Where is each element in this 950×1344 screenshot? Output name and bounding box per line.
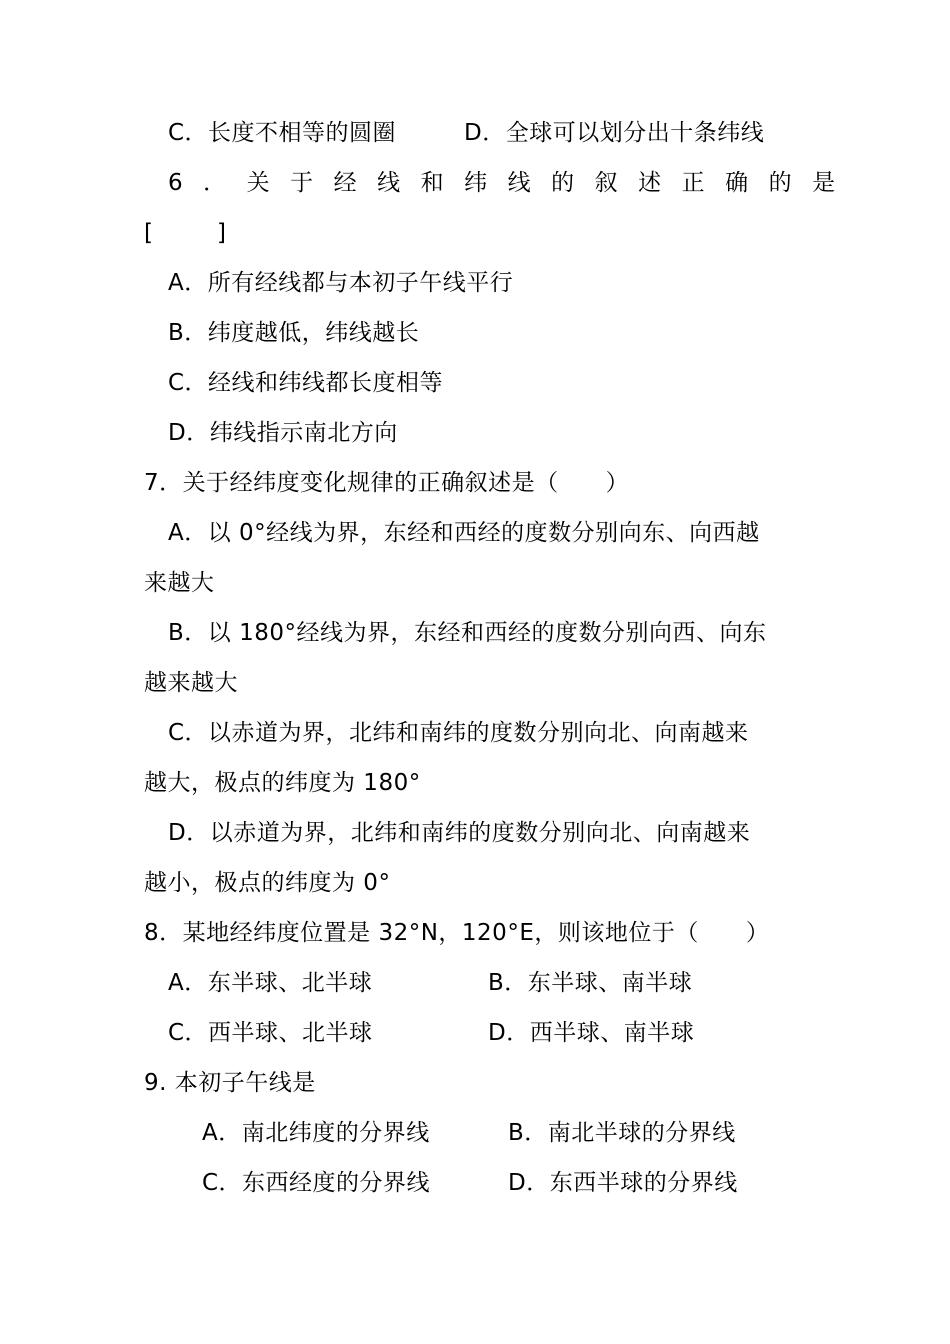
q9-option-b: B．南北半球的分界线 bbox=[508, 1120, 736, 1146]
q9-option-c: C．东西经度的分界线 bbox=[202, 1170, 431, 1196]
q7-option-c-line2: 越大，极点的纬度为 180° bbox=[144, 770, 421, 796]
q6-option-a: A．所有经线都与本初子午线平行 bbox=[168, 270, 514, 296]
q6-option-b: B．纬度越低，纬线越长 bbox=[168, 320, 420, 346]
q8-option-b: B．东半球、南半球 bbox=[488, 970, 693, 996]
q7-option-a-line2: 来越大 bbox=[144, 570, 215, 596]
q6-option-c: C．经线和纬线都长度相等 bbox=[168, 370, 444, 396]
q5-option-c: C．长度不相等的圆圈 bbox=[168, 120, 397, 146]
q8-stem: 8．某地经纬度位置是 32°N，120°E，则该地位于（ ） bbox=[144, 920, 770, 946]
q7-option-d-line1: D．以赤道为界，北纬和南纬的度数分别向北、向南越来 bbox=[168, 820, 751, 846]
q7-option-c-line1: C．以赤道为界，北纬和南纬的度数分别向北、向南越来 bbox=[168, 720, 749, 746]
q5-option-d: D．全球可以划分出十条纬线 bbox=[464, 120, 765, 146]
q8-option-c: C．西半球、北半球 bbox=[168, 1020, 373, 1046]
q9-option-a: A．南北纬度的分界线 bbox=[202, 1120, 430, 1146]
q7-option-d-line2: 越小，极点的纬度为 0° bbox=[144, 870, 391, 896]
q6-stem: 6．关于经线和纬线的叙述正确的是 bbox=[168, 170, 856, 196]
q6-option-d: D．纬线指示南北方向 bbox=[168, 420, 398, 446]
q7-option-a-line1: A．以 0°经线为界，东经和西经的度数分别向东、向西越 bbox=[168, 520, 760, 546]
q8-option-d: D．西半球、南半球 bbox=[488, 1020, 695, 1046]
q7-option-b-line1: B．以 180°经线为界，东经和西经的度数分别向西、向东 bbox=[168, 620, 767, 646]
q9-option-d: D．东西半球的分界线 bbox=[508, 1170, 738, 1196]
q8-option-a: A．东半球、北半球 bbox=[168, 970, 373, 996]
q7-option-b-line2: 越来越大 bbox=[144, 670, 238, 696]
q6-answer-bracket: [ ] bbox=[144, 220, 232, 246]
q9-stem: 9. 本初子午线是 bbox=[144, 1070, 316, 1096]
q7-stem: 7．关于经纬度变化规律的正确叙述是（ ） bbox=[144, 470, 630, 496]
